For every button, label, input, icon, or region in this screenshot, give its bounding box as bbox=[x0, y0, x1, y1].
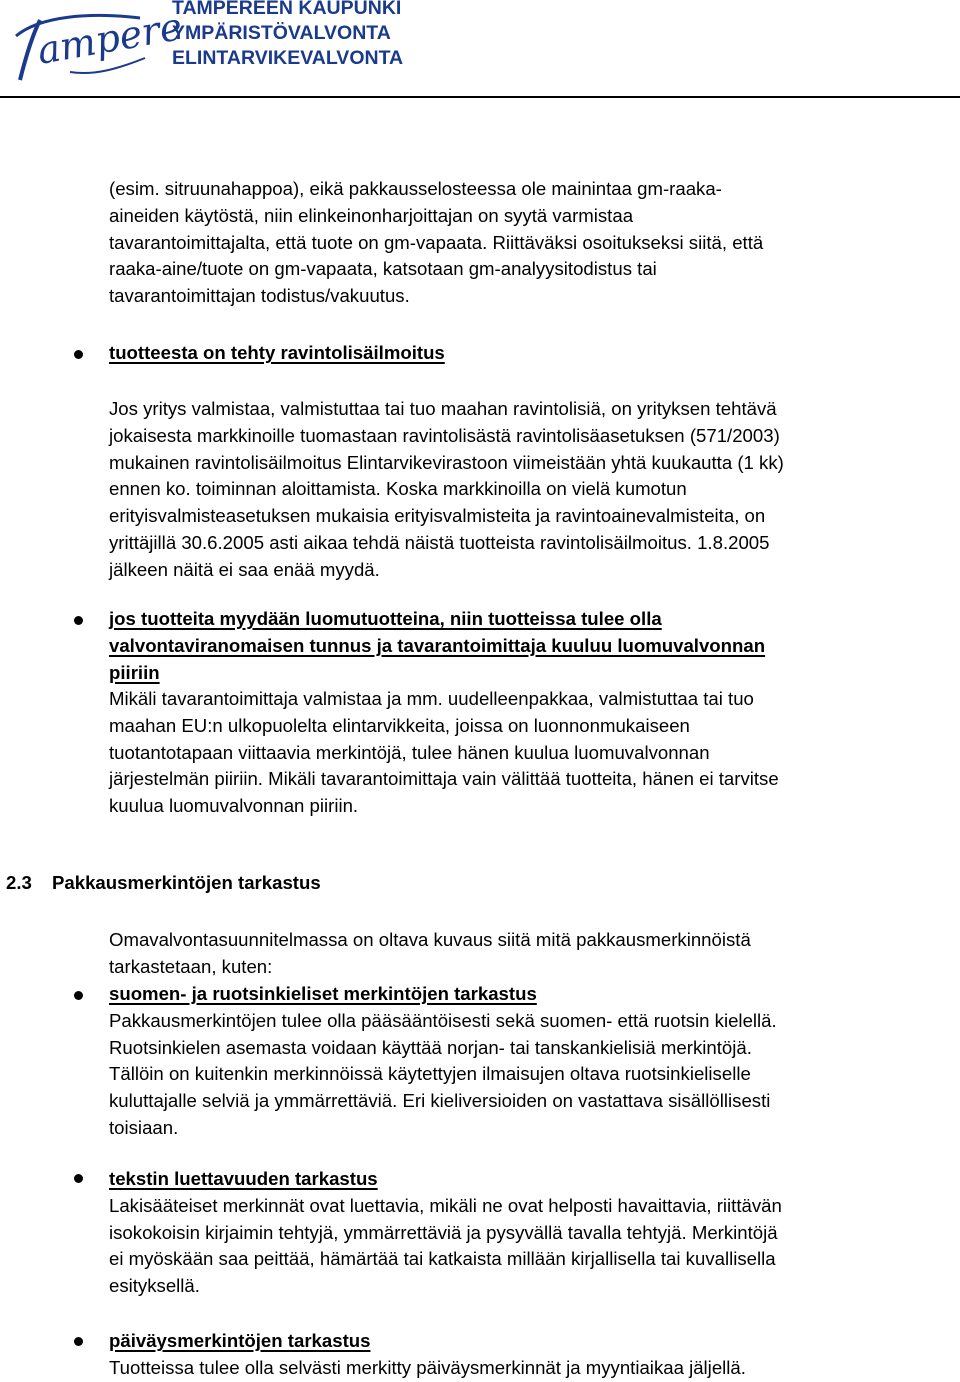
bullet-luettavuus bbox=[109, 1166, 949, 1300]
text-line: tarkastetaan, kuten: bbox=[109, 955, 273, 977]
bullet-heading-text: jos tuotteita myydään luomutuotteina, niin tuotteissa tulee olla bbox=[109, 608, 662, 629]
header-divider bbox=[0, 96, 960, 98]
paragraph-ravintolisa bbox=[109, 396, 949, 584]
org-line-city: TAMPEREEN KAUPUNKI bbox=[172, 0, 402, 19]
text-line: Tuotteissa tulee olla selvästi merkitty päiväysmerkinnät ja myyntiaikaa jäljellä. bbox=[109, 1356, 746, 1378]
bullet-heading-ravintolisa bbox=[109, 340, 949, 367]
text-line: kuulua luomuvalvonnan piiriin. bbox=[109, 795, 359, 817]
text-line: tavarantoimittajalta, että tuote on gm-vapaata. Riittäväksi osoitukseksi siitä, että bbox=[109, 231, 764, 253]
text-line: maahan EU:n ulkopuolelta elintarvikkeita, joissa on luonnonmukaiseen bbox=[109, 714, 690, 736]
text-line: isokokoisin kirjaimin tehtyjä, ymmärrettäviä ja pysyvällä tavalla tehtyjä. Merkintöjä bbox=[109, 1221, 778, 1243]
text-line: järjestelmän piiriin. Mikäli tavarantoimittaja vain välittää tuotteita, hänen ei tarvitse bbox=[109, 768, 779, 790]
section-title: Pakkausmerkintöjen tarkastus bbox=[52, 872, 321, 893]
bullet-dot bbox=[74, 1174, 83, 1183]
text-line: mukainen ravintolisäilmoitus Elintarvikevirastoon viimeistään yhtä kuukautta (1 kk) bbox=[109, 451, 784, 473]
text-line: Mikäli tavarantoimittaja valmistaa ja mm. uudelleenpakkaa, valmistuttaa tai tuo bbox=[109, 688, 754, 709]
text-line: Jos yritys valmistaa, valmistuttaa tai tuo maahan ravintolisiä, on yrityksen tehtävä bbox=[109, 398, 777, 419]
org-line-unit: ELINTARVIKEVALVONTA bbox=[172, 47, 404, 69]
section-intro bbox=[109, 927, 949, 981]
text-line: Omavalvontasuunnitelmassa on oltava kuvaus siitä mitä pakkausmerkinnöistä bbox=[109, 929, 751, 950]
text-line: esityksellä. bbox=[109, 1275, 200, 1297]
org-line-department: YMPÄRISTÖVALVONTA bbox=[172, 22, 391, 44]
bullet-heading-text: päiväysmerkintöjen tarkastus bbox=[109, 1330, 371, 1351]
section-number: 2.3 bbox=[6, 872, 32, 893]
bullet-dot bbox=[74, 616, 83, 625]
bullet-paivays bbox=[109, 1328, 949, 1382]
text-line: kuluttajalle selviä ja ymmärrettäviä. Eri kieliversioiden on vastattava sisällöllisesti bbox=[109, 1090, 771, 1112]
bullet-heading-text: suomen- ja ruotsinkieliset merkintöjen tarkastus bbox=[109, 983, 537, 1004]
text-line: (esim. sitruunahappoa), eikä pakkausselosteessa ole mainintaa gm-raaka- bbox=[109, 178, 722, 199]
tampere-logo-graphic bbox=[10, 4, 186, 88]
bullet-heading-text: tuotteesta on tehty ravintolisäilmoitus bbox=[109, 342, 445, 363]
bullet-dot bbox=[74, 1337, 83, 1346]
text-line: aineiden käytöstä, niin elinkeinonharjoittajan on syytä varmistaa bbox=[109, 204, 634, 226]
bullet-heading-text: tekstin luettavuuden tarkastus bbox=[109, 1168, 378, 1189]
text-line: raaka-aine/tuote on gm-vapaata, katsotaan gm-analyysitodistus tai bbox=[109, 258, 657, 280]
text-line: ennen ko. toiminnan aloittamista. Koska markkinoilla on vielä kumotun bbox=[109, 478, 687, 500]
paragraph-luomu bbox=[109, 686, 949, 820]
intro-paragraph bbox=[109, 176, 949, 310]
organization-name bbox=[172, 0, 403, 71]
text-line: Tällöin on kuitenkin merkinnöissä käytettyjen ilmaisujen oltava ruotsinkieliselle bbox=[109, 1063, 751, 1085]
text-line: Ruotsinkielen asemasta voidaan käyttää norjan- tai tanskankielisiä merkintöjä. bbox=[109, 1036, 752, 1058]
bullet-heading-text: piiriin bbox=[109, 661, 160, 683]
text-line: Pakkausmerkintöjen tulee olla pääsääntöisesti sekä suomen- että ruotsin kielellä. bbox=[109, 1009, 777, 1031]
bullet-dot bbox=[74, 991, 83, 1000]
text-line: jokaisesta markkinoille tuomastaan ravintolisästä ravintolisäasetuksen (571/2003) bbox=[109, 424, 780, 446]
text-line: ei myöskään saa peittää, hämärtää tai katkaista millään kirjallisella tai kuvallisella bbox=[109, 1248, 776, 1270]
svg-text:ampere: ampere bbox=[33, 4, 186, 73]
text-line: Lakisääteiset merkinnät ovat luettavia, mikäli ne ovat helposti havaittavia, riittävän bbox=[109, 1194, 782, 1216]
bullet-heading-text: valvontaviranomaisen tunnus ja tavarantoimittaja kuuluu luomuvalvonnan bbox=[109, 634, 766, 656]
text-line: jälkeen näitä ei saa enää myydä. bbox=[109, 558, 380, 580]
text-line: tuotantotapaan viittaavia merkintöjä, tulee hänen kuulua luomuvalvonnan bbox=[109, 741, 710, 763]
tampere-logo bbox=[10, 4, 186, 88]
text-line: tavarantoimittajan todistus/vakuutus. bbox=[109, 285, 410, 307]
text-line: toisiaan. bbox=[109, 1116, 179, 1138]
bullet-kieli bbox=[109, 981, 949, 1142]
text-line: erityisvalmisteasetuksen mukaisia erityisvalmisteita ja ravintoainevalmisteita, on bbox=[109, 505, 766, 527]
bullet-dot bbox=[74, 350, 83, 359]
text-line: yrittäjillä 30.6.2005 asti aikaa tehdä näistä tuotteista ravintolisäilmoitus. 1.8.2005 bbox=[109, 531, 770, 553]
bullet-heading-luomu bbox=[109, 606, 949, 686]
